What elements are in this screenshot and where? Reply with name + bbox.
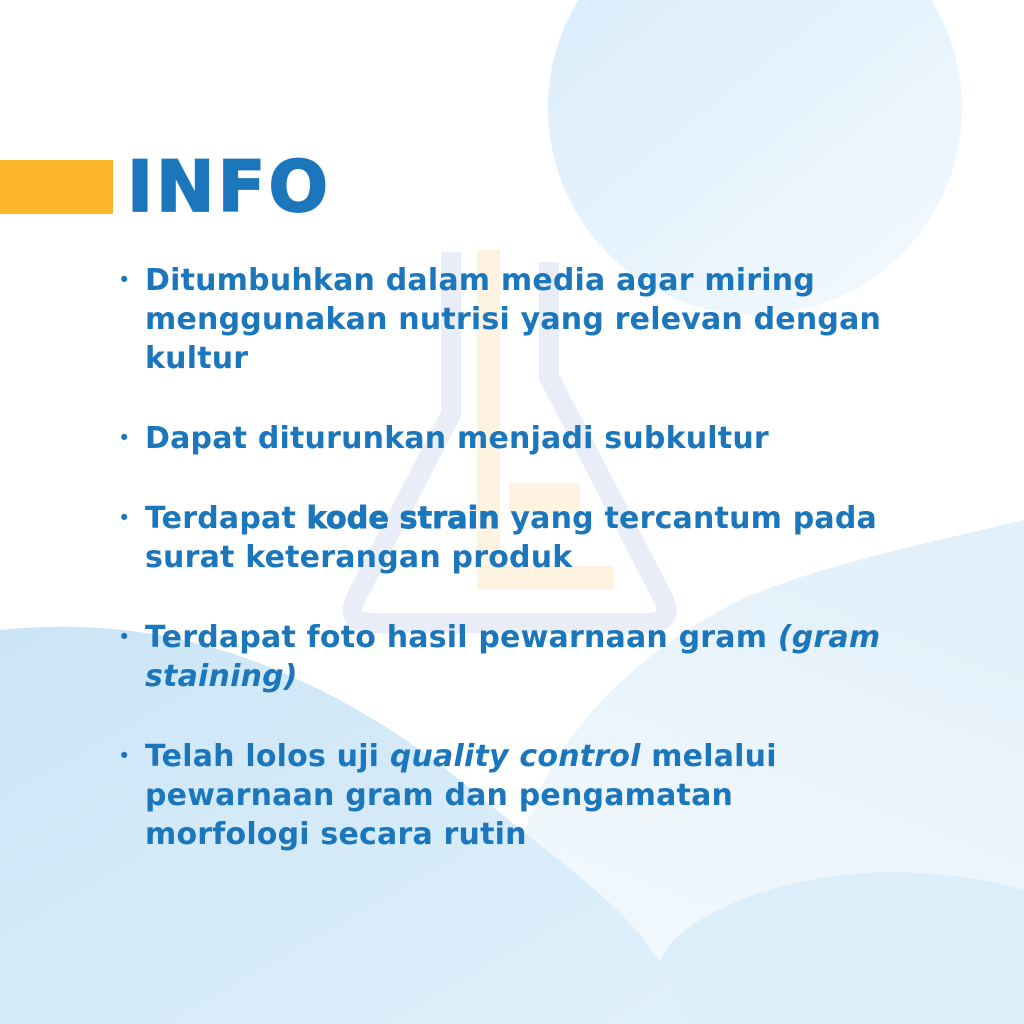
bullet-item	[118, 419, 888, 458]
bullet-item	[118, 618, 888, 696]
title-row	[0, 146, 331, 228]
bullet-item	[118, 737, 888, 854]
bullet-text-segment: melalui pewarnaan gram dan pengamatan morfologi secara rutin	[145, 739, 777, 852]
bullet-dot: •	[118, 426, 131, 450]
accent-bar	[0, 160, 113, 214]
bullet-text-segment: yang tercantum pada surat keterangan produk	[145, 501, 877, 575]
bullet-list	[118, 261, 888, 895]
bullet-text	[145, 499, 887, 577]
bullet-text-segment: Telah lolos uji	[145, 739, 390, 774]
bullet-text	[145, 261, 887, 378]
bullet-item	[118, 261, 888, 378]
bullet-dot: •	[118, 625, 131, 649]
bullet-text-segment: kode strain	[306, 501, 500, 536]
bullet-dot: •	[118, 268, 131, 292]
bullet-text-segment: Terdapat	[145, 501, 307, 536]
bullet-dot: •	[118, 506, 131, 530]
bullet-text-segment: Ditumbuhkan dalam media agar miring menggunakan nutrisi yang relevan dengan kultur	[145, 263, 882, 376]
bullet-dot: •	[118, 744, 131, 768]
page-title: INFO	[127, 146, 331, 228]
bullet-item	[118, 499, 888, 577]
bullet-text-segment: (gram staining)	[145, 620, 881, 694]
bullet-text-segment: Terdapat foto hasil pewarnaan gram	[145, 620, 778, 655]
bullet-text-segment: Dapat diturunkan menjadi subkultur	[145, 421, 769, 456]
bullet-text	[145, 419, 887, 458]
bullet-text	[145, 618, 887, 696]
bullet-text-segment: quality control	[389, 739, 641, 774]
bullet-text	[145, 737, 887, 854]
